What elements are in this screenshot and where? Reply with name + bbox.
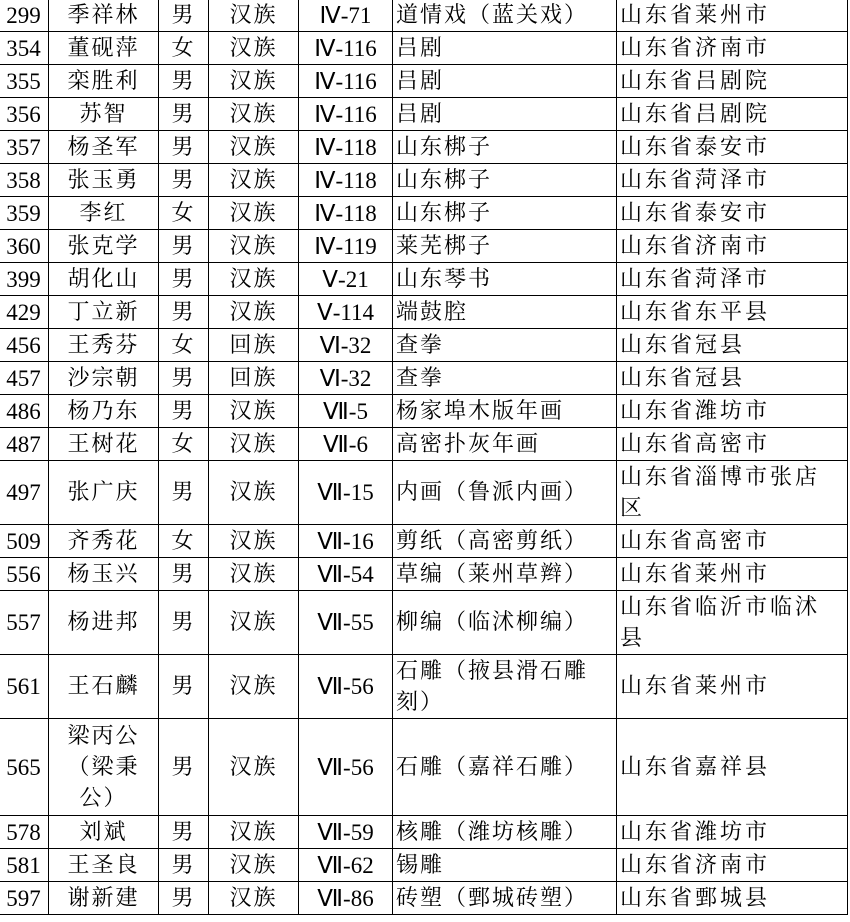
cell-name: 沙宗朝 — [49, 362, 159, 395]
cell-project-code: Ⅳ-118 — [299, 164, 393, 197]
cell-region: 山东省淄博市张店区 — [617, 461, 848, 525]
cell-name: 梁丙公（梁秉公） — [49, 719, 159, 816]
cell-number: 399 — [0, 263, 49, 296]
cell-project-code: Ⅶ-56 — [299, 719, 393, 816]
cell-number: 581 — [0, 849, 49, 882]
cell-number: 299 — [0, 0, 49, 32]
cell-name: 张广庆 — [49, 461, 159, 525]
cell-number: 355 — [0, 65, 49, 98]
cell-gender: 男 — [159, 461, 209, 525]
cell-gender: 男 — [159, 230, 209, 263]
table-row — [0, 0, 848, 32]
cell-ethnicity: 汉族 — [209, 849, 299, 882]
cell-project-name: 吕剧 — [393, 98, 617, 131]
table-row — [0, 849, 848, 882]
cell-project-code: Ⅶ-54 — [299, 558, 393, 591]
cell-project-name: 核雕（潍坊核雕） — [393, 816, 617, 849]
cell-ethnicity: 汉族 — [209, 131, 299, 164]
cell-gender: 男 — [159, 395, 209, 428]
cell-project-name: 吕剧 — [393, 32, 617, 65]
cell-gender: 男 — [159, 296, 209, 329]
table-row — [0, 461, 848, 525]
cell-region: 山东省冠县 — [617, 362, 848, 395]
cell-region: 山东省临沂市临沭县 — [617, 591, 848, 655]
cell-gender: 女 — [159, 197, 209, 230]
cell-region: 山东省济南市 — [617, 32, 848, 65]
cell-project-name: 杨家埠木版年画 — [393, 395, 617, 428]
cell-number: 357 — [0, 131, 49, 164]
cell-name: 胡化山 — [49, 263, 159, 296]
cell-project-code: Ⅵ-32 — [299, 329, 393, 362]
cell-name: 杨进邦 — [49, 591, 159, 655]
cell-number: 556 — [0, 558, 49, 591]
cell-gender: 女 — [159, 428, 209, 461]
cell-gender: 女 — [159, 525, 209, 558]
cell-number: 356 — [0, 98, 49, 131]
cell-project-code: Ⅶ-6 — [299, 428, 393, 461]
cell-name: 苏智 — [49, 98, 159, 131]
table-row — [0, 197, 848, 230]
cell-project-code: Ⅶ-5 — [299, 395, 393, 428]
cell-region: 山东省泰安市 — [617, 131, 848, 164]
cell-name: 王秀芬 — [49, 329, 159, 362]
cell-project-code: Ⅶ-16 — [299, 525, 393, 558]
cell-project-name: 山东梆子 — [393, 197, 617, 230]
cell-name: 李红 — [49, 197, 159, 230]
table-row — [0, 395, 848, 428]
cell-ethnicity: 汉族 — [209, 263, 299, 296]
cell-number: 509 — [0, 525, 49, 558]
cell-name: 王石麟 — [49, 655, 159, 719]
cell-project-code: Ⅳ-116 — [299, 32, 393, 65]
cell-name: 栾胜利 — [49, 65, 159, 98]
cell-name: 杨圣军 — [49, 131, 159, 164]
cell-number: 456 — [0, 329, 49, 362]
cell-ethnicity: 汉族 — [209, 719, 299, 816]
cell-name: 王圣良 — [49, 849, 159, 882]
cell-number: 561 — [0, 655, 49, 719]
cell-region: 山东省潍坊市 — [617, 816, 848, 849]
cell-name: 张玉勇 — [49, 164, 159, 197]
cell-ethnicity: 汉族 — [209, 428, 299, 461]
cell-gender: 男 — [159, 882, 209, 915]
cell-ethnicity: 汉族 — [209, 296, 299, 329]
cell-ethnicity: 汉族 — [209, 558, 299, 591]
table-row — [0, 882, 848, 915]
table-row — [0, 362, 848, 395]
cell-region: 山东省莱州市 — [617, 558, 848, 591]
cell-number: 497 — [0, 461, 49, 525]
cell-number: 597 — [0, 882, 49, 915]
cell-gender: 女 — [159, 329, 209, 362]
cell-project-name: 山东梆子 — [393, 131, 617, 164]
cell-region: 山东省济南市 — [617, 230, 848, 263]
table-row — [0, 525, 848, 558]
cell-name: 杨乃东 — [49, 395, 159, 428]
cell-project-code: Ⅴ-114 — [299, 296, 393, 329]
cell-ethnicity: 汉族 — [209, 0, 299, 32]
cell-region: 山东省鄄城县 — [617, 882, 848, 915]
table-row — [0, 296, 848, 329]
cell-name: 齐秀花 — [49, 525, 159, 558]
cell-gender: 男 — [159, 362, 209, 395]
cell-project-code: Ⅳ-118 — [299, 197, 393, 230]
table-row — [0, 32, 848, 65]
cell-name: 董砚萍 — [49, 32, 159, 65]
cell-project-name: 高密扑灰年画 — [393, 428, 617, 461]
cell-project-name: 山东琴书 — [393, 263, 617, 296]
cell-project-code: Ⅳ-116 — [299, 98, 393, 131]
table-row — [0, 230, 848, 263]
cell-gender: 男 — [159, 164, 209, 197]
cell-project-code: Ⅳ-118 — [299, 131, 393, 164]
cell-ethnicity: 汉族 — [209, 164, 299, 197]
table-row — [0, 98, 848, 131]
cell-ethnicity: 汉族 — [209, 461, 299, 525]
table-row — [0, 428, 848, 461]
cell-gender: 男 — [159, 131, 209, 164]
cell-region: 山东省潍坊市 — [617, 395, 848, 428]
cell-name: 谢新建 — [49, 882, 159, 915]
cell-ethnicity: 汉族 — [209, 655, 299, 719]
cell-project-code: Ⅶ-15 — [299, 461, 393, 525]
cell-name: 王树花 — [49, 428, 159, 461]
cell-project-code: Ⅶ-56 — [299, 655, 393, 719]
cell-gender: 男 — [159, 719, 209, 816]
cell-region: 山东省济南市 — [617, 849, 848, 882]
cell-gender: 男 — [159, 655, 209, 719]
cell-number: 354 — [0, 32, 49, 65]
cell-project-name: 吕剧 — [393, 65, 617, 98]
cell-name: 丁立新 — [49, 296, 159, 329]
cell-gender: 男 — [159, 591, 209, 655]
cell-number: 359 — [0, 197, 49, 230]
cell-project-name: 内画（鲁派内画） — [393, 461, 617, 525]
cell-project-name: 石雕（嘉祥石雕） — [393, 719, 617, 816]
cell-ethnicity: 汉族 — [209, 882, 299, 915]
cell-project-name: 端鼓腔 — [393, 296, 617, 329]
cell-region: 山东省冠县 — [617, 329, 848, 362]
cell-name: 杨玉兴 — [49, 558, 159, 591]
cell-number: 557 — [0, 591, 49, 655]
cell-ethnicity: 回族 — [209, 329, 299, 362]
cell-project-name: 道情戏（蓝关戏） — [393, 0, 617, 32]
cell-region: 山东省东平县 — [617, 296, 848, 329]
cell-project-code: Ⅶ-55 — [299, 591, 393, 655]
cell-ethnicity: 汉族 — [209, 591, 299, 655]
cell-ethnicity: 汉族 — [209, 65, 299, 98]
cell-ethnicity: 汉族 — [209, 525, 299, 558]
cell-project-name: 锡雕 — [393, 849, 617, 882]
cell-gender: 男 — [159, 98, 209, 131]
cell-name: 季祥林 — [49, 0, 159, 32]
cell-ethnicity: 汉族 — [209, 98, 299, 131]
cell-name: 张克学 — [49, 230, 159, 263]
cell-region: 山东省嘉祥县 — [617, 719, 848, 816]
cell-ethnicity: 汉族 — [209, 816, 299, 849]
table-row — [0, 329, 848, 362]
table-row — [0, 65, 848, 98]
cell-gender: 男 — [159, 0, 209, 32]
table-row — [0, 131, 848, 164]
table-row — [0, 558, 848, 591]
cell-region: 山东省高密市 — [617, 428, 848, 461]
cell-region: 山东省吕剧院 — [617, 98, 848, 131]
table-row — [0, 164, 848, 197]
cell-number: 457 — [0, 362, 49, 395]
cell-ethnicity: 汉族 — [209, 197, 299, 230]
cell-project-name: 砖塑（鄄城砖塑） — [393, 882, 617, 915]
cell-gender: 女 — [159, 32, 209, 65]
cell-project-name: 草编（莱州草辫） — [393, 558, 617, 591]
cell-project-name: 莱芜梆子 — [393, 230, 617, 263]
table-row — [0, 816, 848, 849]
table-row — [0, 263, 848, 296]
cell-project-name: 山东梆子 — [393, 164, 617, 197]
cell-project-code: Ⅴ-21 — [299, 263, 393, 296]
cell-region: 山东省吕剧院 — [617, 65, 848, 98]
cell-number: 429 — [0, 296, 49, 329]
cell-region: 山东省莱州市 — [617, 655, 848, 719]
cell-number: 487 — [0, 428, 49, 461]
cell-ethnicity: 回族 — [209, 362, 299, 395]
cell-project-name: 查拳 — [393, 329, 617, 362]
cell-project-code: Ⅳ-119 — [299, 230, 393, 263]
cell-number: 565 — [0, 719, 49, 816]
cell-number: 486 — [0, 395, 49, 428]
cell-project-code: Ⅶ-86 — [299, 882, 393, 915]
cell-project-name: 石雕（掖县滑石雕刻） — [393, 655, 617, 719]
table-row — [0, 655, 848, 719]
cell-number: 578 — [0, 816, 49, 849]
cell-gender: 男 — [159, 816, 209, 849]
cell-name: 刘斌 — [49, 816, 159, 849]
cell-project-code: Ⅵ-32 — [299, 362, 393, 395]
table-row — [0, 719, 848, 816]
cell-project-code: Ⅶ-59 — [299, 816, 393, 849]
cell-ethnicity: 汉族 — [209, 230, 299, 263]
cell-project-name: 柳编（临沭柳编） — [393, 591, 617, 655]
cell-region: 山东省泰安市 — [617, 197, 848, 230]
cell-gender: 男 — [159, 558, 209, 591]
cell-project-name: 剪纸（高密剪纸） — [393, 525, 617, 558]
cell-project-code: Ⅳ-116 — [299, 65, 393, 98]
cell-region: 山东省高密市 — [617, 525, 848, 558]
cell-number: 360 — [0, 230, 49, 263]
cell-gender: 男 — [159, 65, 209, 98]
cell-region: 山东省菏泽市 — [617, 263, 848, 296]
table-row — [0, 591, 848, 655]
cell-ethnicity: 汉族 — [209, 32, 299, 65]
cell-gender: 男 — [159, 263, 209, 296]
cell-number: 358 — [0, 164, 49, 197]
cell-gender: 男 — [159, 849, 209, 882]
cell-region: 山东省菏泽市 — [617, 164, 848, 197]
cell-project-code: Ⅶ-62 — [299, 849, 393, 882]
cell-region: 山东省莱州市 — [617, 0, 848, 32]
cell-project-code: Ⅳ-71 — [299, 0, 393, 32]
cell-ethnicity: 汉族 — [209, 395, 299, 428]
cell-project-name: 查拳 — [393, 362, 617, 395]
